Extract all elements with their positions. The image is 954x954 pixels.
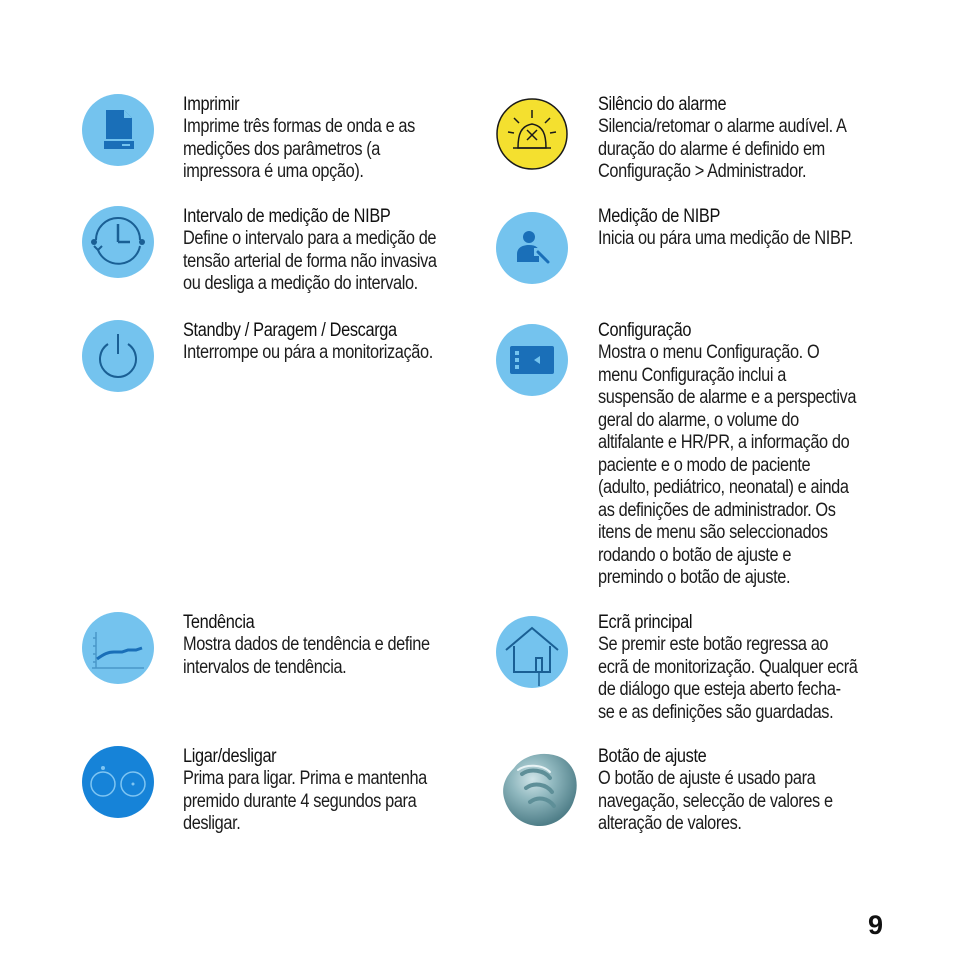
desc-line: ou desliga a medição do intervalo. bbox=[183, 273, 418, 294]
entry-title: Imprimir bbox=[183, 94, 240, 115]
desc-line: Configuração > Administrador. bbox=[598, 161, 807, 182]
desc-line: as definições de administrador. Os bbox=[598, 499, 836, 521]
entry-description bbox=[598, 768, 908, 836]
entry-title: Ecrã principal bbox=[598, 612, 693, 633]
entry-description bbox=[183, 342, 493, 365]
entry-title: Tendência bbox=[183, 612, 255, 633]
desc-line: O botão de ajuste é usado para bbox=[598, 768, 816, 789]
desc-line: Inicia ou pára uma medição de NIBP. bbox=[598, 228, 854, 249]
desc-line: se e as definições são guardadas. bbox=[598, 701, 834, 723]
entry-description bbox=[183, 116, 493, 184]
desc-line: geral do alarme, o volume do bbox=[598, 409, 799, 431]
entry-title: Ligar/desligar bbox=[183, 746, 277, 767]
desc-line: itens de menu são seleccionados bbox=[598, 522, 828, 543]
entry-description bbox=[598, 634, 908, 724]
desc-line: Mostra o menu Configuração. O bbox=[598, 342, 820, 363]
desc-line: premido durante 4 segundos para bbox=[183, 790, 417, 812]
desc-line: impressora é uma opção). bbox=[183, 161, 364, 182]
desc-line: de diálogo que esteja aberto fecha- bbox=[598, 679, 841, 700]
nibp-measure-icon bbox=[496, 212, 568, 284]
entry-description bbox=[598, 228, 908, 251]
page-number: 9 bbox=[868, 910, 884, 940]
desc-line: paciente e o modo de paciente bbox=[598, 454, 811, 476]
desc-line: altifalante e HR/PR, a informação do bbox=[598, 432, 850, 453]
desc-line: Se premir este botão regressa ao bbox=[598, 634, 829, 655]
nibp-interval-icon bbox=[82, 206, 154, 278]
desc-line: Define o intervalo para a medição de bbox=[183, 228, 437, 249]
configuration-icon bbox=[496, 324, 568, 396]
desc-line: Imprime três formas de onda e as bbox=[183, 116, 415, 137]
entry-title: Configuração bbox=[598, 320, 692, 341]
entry-title: Silêncio do alarme bbox=[598, 94, 727, 115]
desc-line: rodando o botão de ajuste e bbox=[598, 544, 792, 566]
desc-line: suspensão de alarme e a perspectiva bbox=[598, 387, 857, 408]
entry-title: Intervalo de medição de NIBP bbox=[183, 206, 391, 227]
desc-line: medições dos parâmetros (a bbox=[183, 138, 381, 160]
desc-line: Silencia/retomar o alarme audível. A bbox=[598, 116, 847, 137]
desc-line: Mostra dados de tendência e define bbox=[183, 634, 430, 655]
desc-line: premindo o botão de ajuste. bbox=[598, 567, 791, 588]
adjust-knob-icon bbox=[500, 748, 580, 828]
desc-line: Interrompe ou pára a monitorização. bbox=[183, 342, 433, 363]
desc-line: duração do alarme é definido em bbox=[598, 138, 825, 160]
desc-line: navegação, selecção de valores e bbox=[598, 790, 833, 812]
entry-description bbox=[183, 228, 493, 296]
entry-description bbox=[598, 342, 908, 590]
print-icon bbox=[82, 94, 154, 166]
alarm-silence-icon bbox=[496, 98, 568, 170]
desc-line: menu Configuração inclui a bbox=[598, 364, 786, 386]
entry-title: Medição de NIBP bbox=[598, 206, 720, 227]
entry-title: Botão de ajuste bbox=[598, 746, 707, 767]
entry-description bbox=[598, 116, 908, 184]
trend-icon bbox=[82, 612, 154, 684]
home-icon bbox=[496, 616, 568, 688]
entry-description bbox=[183, 768, 493, 836]
standby-icon bbox=[82, 320, 154, 392]
desc-line: ecrã de monitorização. Qualquer ecrã bbox=[598, 656, 858, 678]
entry-description bbox=[183, 634, 493, 679]
desc-line: intervalos de tendência. bbox=[183, 656, 347, 678]
desc-line: Prima para ligar. Prima e mantenha bbox=[183, 768, 427, 789]
desc-line: (adulto, pediátrico, neonatal) e ainda bbox=[598, 477, 849, 498]
desc-line: desligar. bbox=[183, 813, 241, 834]
desc-line: alteração de valores. bbox=[598, 813, 742, 834]
desc-line: tensão arterial de forma não invasiva bbox=[183, 250, 437, 272]
entry-title: Standby / Paragem / Descarga bbox=[183, 320, 397, 341]
power-icon bbox=[82, 746, 154, 818]
